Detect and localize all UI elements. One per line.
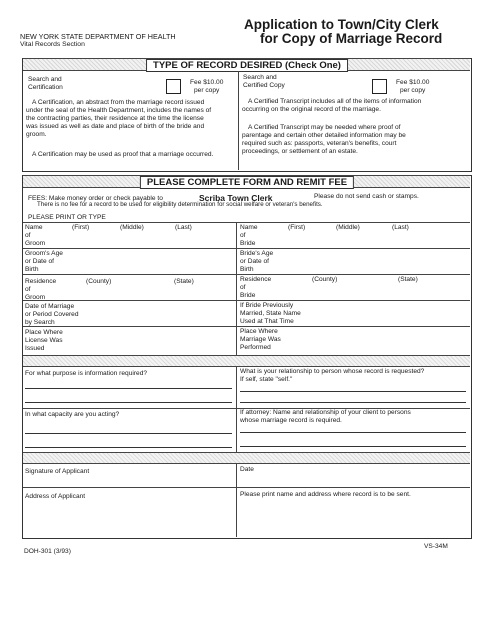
groom-residence-field[interactable] [70,285,234,299]
date-field[interactable] [240,474,466,486]
record-type-title: TYPE OF RECORD DESIRED (Check One) [146,59,348,72]
bride-residence-bride: Bride [240,292,256,299]
payee-name: Scriba Town Clerk [199,193,273,203]
purpose-field[interactable] [25,379,232,403]
bride-name-label: Name [240,224,258,231]
relationship-field[interactable] [240,384,466,403]
groom-middle-label: (Middle) [120,224,144,231]
certified-copy-fee-unit: per copy [400,87,426,94]
bride-of-label: of [240,232,246,239]
capacity-question: In what capacity are you acting? [25,411,120,418]
bride-age-label: Bride's Age or Date of Birth [240,250,274,273]
license-place-label: Place Where License Was Issued [25,329,63,352]
bride-residence-field[interactable] [284,284,468,299]
groom-state-label: (State) [174,278,194,285]
form-title-line2: for Copy of Marriage Record [260,31,443,46]
groom-of-label: of [25,232,31,239]
groom-last-label: (Last) [175,224,192,231]
date-label: Date [240,466,254,473]
groom-age-label: Groom's Age or Date of Birth [25,250,63,273]
groom-county-label: (County) [86,278,112,285]
no-cash-notice: Please do not send cash or stamps. [314,193,419,200]
marriage-date-label: Date of Marriage or Period Covered by Search [25,303,79,326]
bride-state-label: (State) [398,276,418,283]
bride-residence-label: Residence [240,276,272,283]
certified-copy-label-2: Certified Copy [243,82,285,89]
section-name: Vital Records Section [20,41,85,48]
certified-copy-description: A Certified Transcript includes all of the items of information occurring on the original record of the marriage. [242,98,422,113]
search-certification-label-2: Certification [28,84,63,91]
certified-copy-use: A Certified Transcript may be needed where proof of parentage and certain other detailed information may be required such as: passports, veteran's benefits, court proceedings, or settlement of an estate. [242,124,406,155]
relationship-question: What is your relationship to person whose record is requested? If self, state "self." [240,368,425,383]
groom-name-label: Name [25,224,43,231]
license-place-field[interactable] [80,328,234,354]
bride-middle-label: (Middle) [336,224,360,231]
print-or-type-label: PLEASE PRINT OR TYPE [28,214,106,221]
complete-form-banner [23,175,470,188]
groom-residence-label: Residence [25,278,57,285]
separator-band-2 [23,453,470,463]
bride-county-label: (County) [312,276,338,283]
mailing-address-label: Please print name and address where record is to be sent. [240,491,411,498]
bride-label: Bride [240,240,256,247]
signature-label: Signature of Applicant [25,468,90,475]
attorney-field[interactable] [240,426,466,447]
capacity-field[interactable] [25,420,232,448]
bride-name-field[interactable] [284,231,468,247]
separator-band-1 [23,356,470,366]
groom-name-field[interactable] [70,231,234,247]
no-fee-notice: There is no fee for a record to be used for eligibility determination for social welfare or veteran's benefits. [37,201,323,208]
marriage-place-label: Place Where Marriage Was Performed [240,328,281,351]
form-number: DOH-301 (3/93) [24,548,71,555]
bride-first-label: (First) [288,224,306,231]
bride-last-label: (Last) [392,224,409,231]
complete-form-title: PLEASE COMPLETE FORM AND REMIT FEE [140,176,354,189]
marriage-date-field[interactable] [90,302,234,325]
record-type-banner [23,58,470,71]
address-label: Address of Applicant [25,493,86,500]
certification-fee: Fee $10.00 [190,79,224,86]
attorney-question: If attorney: Name and relationship of your client to persons whose marriage record is required. [240,409,411,424]
certified-copy-fee: Fee $10.00 [396,79,430,86]
mailing-address-field[interactable] [240,500,466,535]
form-title-line1: Application to Town/City Clerk [244,17,439,32]
marriage-place-field[interactable] [292,328,468,354]
certification-description: A Certification, an abstract from the marriage record issued under the seal of the Health Department, includes the names of the contracting parties, their residence at the time the license was issued as well as date and place of birth of the bride and groom. [26,99,212,138]
form-code: VS-34M [424,543,448,550]
certified-copy-label: Search and [243,74,277,81]
groom-first-label: (First) [72,224,90,231]
signature-field[interactable] [25,476,232,486]
groom-residence-of: of [25,286,31,293]
groom-label: Groom [25,240,46,247]
certification-use: A Certification may be used as proof that a marriage occurred. [32,151,214,158]
purpose-question: For what purpose is information required? [25,370,148,377]
groom-residence-groom: Groom [25,294,46,301]
search-certification-checkbox[interactable] [166,79,181,94]
search-certification-label: Search and [28,76,62,83]
agency-name: NEW YORK STATE DEPARTMENT OF HEALTH [20,32,176,41]
address-field[interactable] [25,502,232,535]
bride-residence-of: of [240,284,246,291]
groom-age-field[interactable] [80,250,234,273]
certified-copy-checkbox[interactable] [372,79,387,94]
bride-previous-name-label: If Bride Previously Married, State Name Used at That Time [240,302,301,325]
certification-fee-unit: per copy [194,87,220,94]
fees-instruction: FEES: Make money order or check payable to [28,195,163,202]
bride-previous-name-field[interactable] [310,302,468,325]
bride-age-field[interactable] [292,250,468,273]
